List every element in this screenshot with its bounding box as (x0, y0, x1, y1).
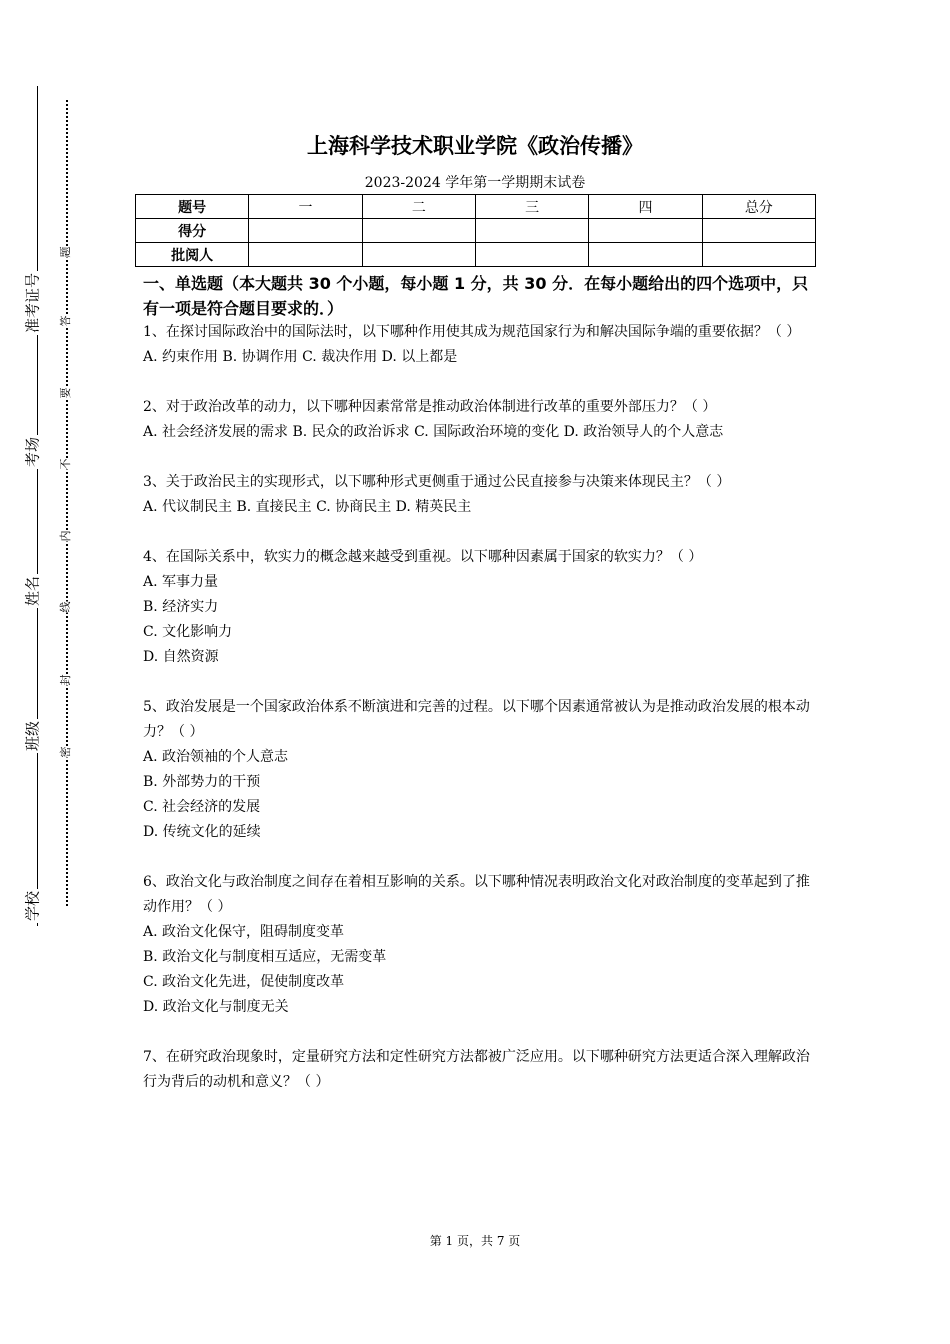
seal-dotted-line (66, 100, 68, 906)
grader-cell[interactable] (249, 243, 362, 267)
page-footer: 第 1 页，共 7 页 (429, 1234, 521, 1248)
score-table-header-cell: 题号 (136, 195, 249, 219)
question-stem: 2、对于政治改革的动力，以下哪种因素常常是推动政治体制进行改革的重要外部压力？（ ） (143, 399, 717, 415)
question-option: A. 政治文化保守，阻碍制度变革 (143, 924, 345, 940)
seal-char: 答 (59, 315, 72, 327)
score-table-header-cell: 四 (589, 195, 702, 219)
seal-char: 封 (59, 674, 72, 686)
score-cell[interactable] (249, 219, 362, 243)
seal-char: 题 (59, 246, 72, 258)
score-table (135, 194, 816, 267)
exam-title: 上海科学技术职业学院《政治传播》 (307, 134, 643, 158)
seal-char: 密 (59, 746, 72, 758)
question-item (143, 870, 815, 1020)
score-row-label: 得分 (136, 219, 249, 243)
question-list (143, 320, 815, 1120)
class-label: 班级 (23, 720, 42, 752)
question-stem: 6、政治文化与政治制度之间存在着相互影响的关系。以下哪种情况表明政治文化对政治制度的变革起到了推动作用？（ ） (143, 874, 810, 915)
question-option: D. 传统文化的延续 (143, 824, 261, 840)
question-stem: 5、政治发展是一个国家政治体系不断演进和完善的过程。以下哪个因素通常被认为是推动政治发展的根本动力？（ ） (143, 699, 810, 740)
question-option: C. 文化影响力 (143, 624, 233, 640)
question-option: D. 政治文化与制度无关 (143, 999, 289, 1015)
candidate-info-line (37, 86, 38, 926)
question-option: A. 政治领袖的个人意志 (143, 749, 289, 765)
score-table-header-row (136, 195, 816, 219)
score-cell[interactable] (702, 219, 815, 243)
question-stem: 4、在国际关系中，软实力的概念越来越受到重视。以下哪种因素属于国家的软实力？（ ） (143, 549, 703, 565)
score-cell[interactable] (362, 219, 475, 243)
question-item (143, 470, 815, 520)
question-option: C. 政治文化先进，促使制度改革 (143, 974, 345, 990)
grader-cell[interactable] (362, 243, 475, 267)
score-table-header-cell: 三 (475, 195, 588, 219)
school-label: 学校 (23, 890, 42, 922)
score-table-header-cell: 总分 (702, 195, 815, 219)
question-stem: 3、关于政治民主的实现形式，以下哪种形式更侧重于通过公民直接参与决策来体现民主？（ ） (143, 474, 731, 490)
question-option: C. 社会经济的发展 (143, 799, 261, 815)
exam-subtitle: 2023-2024 学年第一学期期末试卷 (364, 175, 586, 191)
grader-cell[interactable] (589, 243, 702, 267)
question-option: D. 自然资源 (143, 649, 219, 665)
score-table-row (136, 243, 816, 267)
question-stem: 7、在研究政治现象时，定量研究方法和定性研究方法都被广泛应用。以下哪种研究方法更适合深入理解政治行为背后的动机和意义？（ ） (143, 1049, 810, 1090)
seal-char: 线 (59, 601, 72, 613)
question-item (143, 320, 815, 370)
score-cell[interactable] (475, 219, 588, 243)
question-option: A. 代议制民主 B. 直接民主 C. 协商民主 D. 精英民主 (143, 499, 472, 515)
grader-row-label: 批阅人 (136, 243, 249, 267)
exam-room-label: 考场 (23, 436, 42, 468)
score-table-row (136, 219, 816, 243)
question-option: B. 外部势力的干预 (143, 774, 261, 790)
question-item (143, 395, 815, 445)
question-option: B. 经济实力 (143, 599, 219, 615)
name-label: 姓名 (23, 575, 42, 607)
score-table-header-cell: 二 (362, 195, 475, 219)
seal-char: 不 (59, 458, 72, 470)
question-option: A. 约束作用 B. 协调作用 C. 裁决作用 D. 以上都是 (143, 349, 458, 365)
section-heading: 一、单选题（本大题共 30 个小题，每小题 1 分，共 30 分．在每小题给出的四个选项中，只有一项是符合题目要求的．） (143, 274, 809, 318)
question-item (143, 695, 815, 845)
seal-char: 内 (59, 530, 72, 542)
question-option: A. 军事力量 (143, 574, 219, 590)
grader-cell[interactable] (475, 243, 588, 267)
grader-cell[interactable] (702, 243, 815, 267)
question-item (143, 545, 815, 670)
binding-margin (0, 0, 100, 1344)
exam-number-label: 准考证号 (23, 272, 42, 334)
score-table-header-cell: 一 (249, 195, 362, 219)
question-item (143, 1045, 815, 1095)
question-option: A. 社会经济发展的需求 B. 民众的政治诉求 C. 国际政治环境的变化 D. 政治领导人的个人意志 (143, 424, 724, 440)
seal-char: 要 (59, 387, 72, 399)
question-stem: 1、在探讨国际政治中的国际法时，以下哪种作用使其成为规范国家行为和解决国际争端的重要依据？（ ） (143, 324, 801, 340)
score-cell[interactable] (589, 219, 702, 243)
question-option: B. 政治文化与制度相互适应，无需变革 (143, 949, 387, 965)
